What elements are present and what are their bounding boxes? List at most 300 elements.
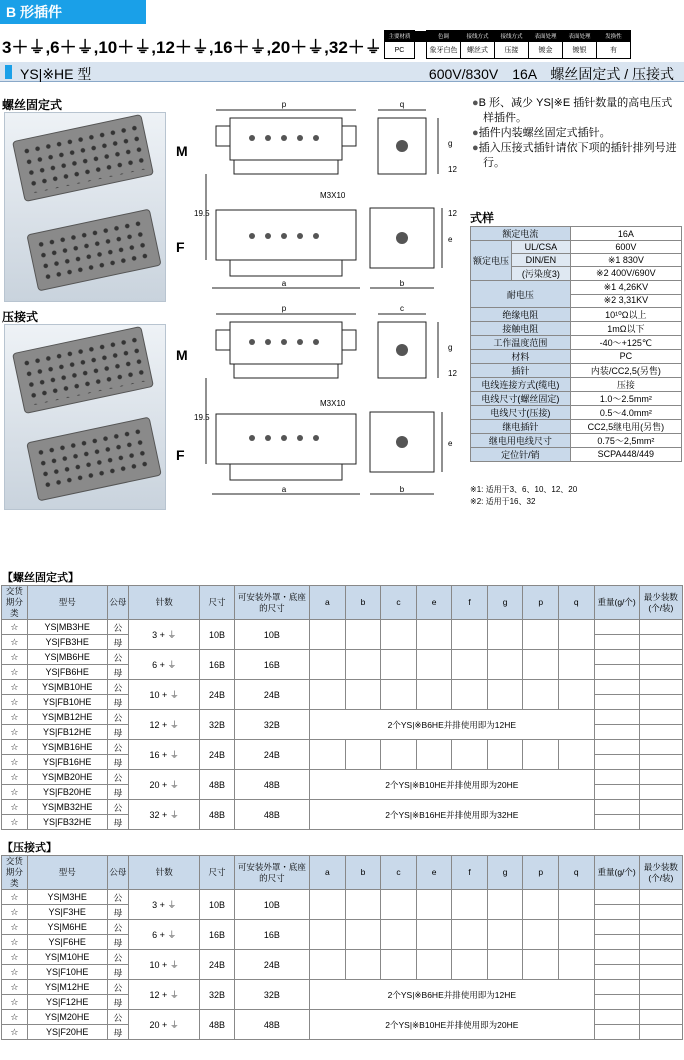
- min-qty-cell: [639, 995, 682, 1010]
- cover-size: 24B: [234, 680, 309, 710]
- dim-cell: [558, 890, 594, 920]
- dim-cell: [345, 740, 381, 770]
- model-number: YS|FB32HE: [27, 815, 107, 830]
- weight-cell: [594, 785, 639, 800]
- spec-title: 式样: [470, 211, 495, 225]
- weight-cell: [594, 1010, 639, 1025]
- crimp-table-title: 【压接式】: [2, 842, 57, 854]
- dim-cell: [381, 890, 417, 920]
- male-label: M: [176, 347, 188, 363]
- delivery-class: ☆: [2, 710, 28, 725]
- dim-cell: [381, 650, 417, 680]
- gender: 公: [107, 1010, 129, 1025]
- spec-key: 接触电阻: [471, 321, 571, 335]
- dim-cell: [416, 620, 452, 650]
- dim-cell: [452, 950, 488, 980]
- spec-value: 16A: [570, 227, 681, 241]
- weight-cell: [594, 965, 639, 980]
- spec-key: 继电用电线尺寸: [471, 433, 571, 447]
- spec-value: ※1 4,26KV: [570, 281, 681, 294]
- gender: 母: [107, 785, 129, 800]
- spec-key: 定位针/销: [471, 447, 571, 461]
- dim-cell: [381, 680, 417, 710]
- feature-notes: [472, 96, 682, 171]
- gender: 母: [107, 755, 129, 770]
- min-qty-cell: [639, 890, 682, 905]
- pin-count: 12 + ⏚: [129, 710, 200, 740]
- gender: 母: [107, 995, 129, 1010]
- weight-cell: [594, 1025, 639, 1040]
- dim-cell: [381, 740, 417, 770]
- min-qty-cell: [639, 980, 682, 995]
- min-qty-cell: [639, 800, 682, 815]
- gender: 母: [107, 725, 129, 740]
- spec-key: 工作温度范围: [471, 335, 571, 349]
- spec-table: [470, 226, 682, 462]
- dim-label: 12: [448, 209, 457, 218]
- pin-count: 3 + ⏚: [129, 890, 200, 920]
- pin-count: 32 + ⏚: [129, 800, 200, 830]
- table-row: [2, 650, 683, 665]
- merge-note: 2个YS|※B10HE并排使用即为20HE: [310, 770, 594, 800]
- dim-cell: [345, 920, 381, 950]
- spec-key: 耐电压: [471, 281, 571, 307]
- table-row: [2, 920, 683, 935]
- dim-cell: [523, 920, 559, 950]
- dim-label: 12: [448, 165, 457, 174]
- column-header: c: [381, 586, 417, 620]
- footnote: ※1: 适用于3、6、10、12、20: [470, 485, 578, 494]
- pin-count: 10 + ⏚: [129, 950, 200, 980]
- delivery-class: ☆: [2, 650, 28, 665]
- crimp-section-label: 压接式: [2, 310, 39, 324]
- spec-key: DIN/EN: [512, 254, 571, 267]
- column-header: g: [487, 586, 523, 620]
- gender: 母: [107, 1025, 129, 1040]
- dim-cell: [345, 890, 381, 920]
- gender: 母: [107, 695, 129, 710]
- table-row: [2, 950, 683, 965]
- cover-size: 24B: [234, 740, 309, 770]
- merge-note: 2个YS|※B10HE并排使用即为20HE: [310, 1010, 594, 1040]
- delivery-class: ☆: [2, 950, 28, 965]
- model-number: YS|M20HE: [27, 1010, 107, 1025]
- dim-label: p: [281, 304, 287, 313]
- strip-value: 镀金: [529, 42, 563, 59]
- model-number: YS|M3HE: [27, 890, 107, 905]
- model-number: YS|M10HE: [27, 950, 107, 965]
- min-qty-cell: [639, 770, 682, 785]
- pin-count: 10 + ⏚: [129, 680, 200, 710]
- strip-value: PC: [385, 42, 415, 59]
- column-header: p: [523, 586, 559, 620]
- weight-cell: [594, 815, 639, 830]
- note-item: ● B 形、减少 YS|※E 插针数量的高电压式样插件。: [472, 96, 682, 126]
- column-header: a: [310, 586, 346, 620]
- size: 10B: [200, 620, 234, 650]
- min-qty-cell: [639, 740, 682, 755]
- weight-cell: [594, 935, 639, 950]
- column-header: 型号: [27, 856, 107, 890]
- weight-cell: [594, 635, 639, 650]
- dim-cell: [487, 680, 523, 710]
- dim-label: 19.5: [194, 413, 210, 422]
- dim-cell: [310, 650, 346, 680]
- model-number: YS|MB20HE: [27, 770, 107, 785]
- cover-size: 16B: [234, 920, 309, 950]
- strip-header: 发换性: [597, 31, 631, 42]
- model-number: YS|MB3HE: [27, 620, 107, 635]
- dim-cell: [523, 650, 559, 680]
- size: 10B: [200, 890, 234, 920]
- dim-label: a: [281, 279, 287, 288]
- spec-key: 电线尺寸(螺丝固定): [471, 391, 571, 405]
- model-number: YS|F10HE: [27, 965, 107, 980]
- spec-value: ※2 400V/690V: [570, 267, 681, 281]
- dim-cell: [487, 650, 523, 680]
- size: 24B: [200, 680, 234, 710]
- model-number: YS|FB16HE: [27, 755, 107, 770]
- strip-header: 主要材质: [385, 31, 415, 42]
- column-header: a: [310, 856, 346, 890]
- column-header: b: [345, 586, 381, 620]
- strip-value: 象牙白色: [427, 42, 461, 59]
- dim-cell: [381, 620, 417, 650]
- gender: 公: [107, 680, 129, 695]
- dimension-drawing-svg: [172, 96, 468, 504]
- gender: 母: [107, 635, 129, 650]
- spec-footnotes: [470, 484, 577, 508]
- dim-cell: [345, 950, 381, 980]
- dim-cell: [416, 650, 452, 680]
- weight-cell: [594, 890, 639, 905]
- cover-size: 24B: [234, 950, 309, 980]
- spec-value: -40～+125℃: [570, 335, 681, 349]
- model-number: YS|MB16HE: [27, 740, 107, 755]
- dim-cell: [523, 950, 559, 980]
- cover-size: 32B: [234, 980, 309, 1010]
- delivery-class: ☆: [2, 920, 28, 935]
- gender: 公: [107, 950, 129, 965]
- pin-count: 6 + ⏚: [129, 920, 200, 950]
- column-header: 交货期分类: [2, 856, 28, 890]
- weight-cell: [594, 725, 639, 740]
- table-row: [2, 740, 683, 755]
- spec-key: 额定电压: [471, 241, 512, 281]
- note-item: ● 插件内装螺丝固定式插针。: [472, 126, 682, 141]
- column-header: 尺寸: [200, 586, 234, 620]
- cover-size: 16B: [234, 650, 309, 680]
- dim-cell: [345, 680, 381, 710]
- dim-label: b: [399, 485, 405, 494]
- gender: 公: [107, 620, 129, 635]
- cover-size: 10B: [234, 890, 309, 920]
- spec-value: 0.5～4.0mm²: [570, 405, 681, 419]
- table-row: [2, 770, 683, 785]
- dim-cell: [487, 620, 523, 650]
- model-number: YS|FB20HE: [27, 785, 107, 800]
- merge-note: 2个YS|※B6HE并排使用即为12HE: [310, 980, 594, 1010]
- dim-cell: [558, 950, 594, 980]
- cover-size: 48B: [234, 1010, 309, 1040]
- spec-key: UL/CSA: [512, 241, 571, 254]
- cover-size: 10B: [234, 620, 309, 650]
- min-qty-cell: [639, 635, 682, 650]
- dim-label: 12: [448, 369, 457, 378]
- min-qty-cell: [639, 950, 682, 965]
- dim-cell: [416, 920, 452, 950]
- column-header: e: [416, 856, 452, 890]
- column-header: 尺寸: [200, 856, 234, 890]
- spec-value: 10¹⁰Ω以上: [570, 307, 681, 321]
- weight-cell: [594, 950, 639, 965]
- column-header: q: [558, 586, 594, 620]
- dim-cell: [487, 740, 523, 770]
- weight-cell: [594, 680, 639, 695]
- model-number: YS|F20HE: [27, 1025, 107, 1040]
- min-qty-cell: [639, 1010, 682, 1025]
- column-header: g: [487, 856, 523, 890]
- min-qty-cell: [639, 680, 682, 695]
- gender: 母: [107, 815, 129, 830]
- delivery-class: ☆: [2, 890, 28, 905]
- dim-label: e: [448, 439, 453, 448]
- weight-cell: [594, 755, 639, 770]
- model-number: YS|FB10HE: [27, 695, 107, 710]
- spec-key: (污染度3): [512, 267, 571, 281]
- dim-cell: [558, 740, 594, 770]
- model-number: YS|F6HE: [27, 935, 107, 950]
- delivery-class: ☆: [2, 785, 28, 800]
- weight-cell: [594, 980, 639, 995]
- gender: 公: [107, 890, 129, 905]
- min-qty-cell: [639, 905, 682, 920]
- min-qty-cell: [639, 710, 682, 725]
- gender: 公: [107, 740, 129, 755]
- weight-cell: [594, 620, 639, 635]
- dim-label: p: [281, 100, 287, 109]
- model-number: YS|MB12HE: [27, 710, 107, 725]
- dim-cell: [523, 680, 559, 710]
- column-header: e: [416, 586, 452, 620]
- column-header: 最少装数(个/装): [639, 586, 682, 620]
- crimp-parts-table: [1, 855, 683, 1040]
- strip-header: 表面处理: [563, 31, 597, 42]
- cover-size: 48B: [234, 770, 309, 800]
- delivery-class: ☆: [2, 740, 28, 755]
- weight-cell: [594, 800, 639, 815]
- column-header: f: [452, 856, 488, 890]
- dim-cell: [416, 680, 452, 710]
- pin-count: 20 + ⏚: [129, 770, 200, 800]
- weight-cell: [594, 695, 639, 710]
- weight-cell: [594, 920, 639, 935]
- spec-value: 压接: [570, 377, 681, 391]
- gender: 公: [107, 770, 129, 785]
- dim-cell: [310, 680, 346, 710]
- spec-value: 1mΩ以下: [570, 321, 681, 335]
- table-row: [2, 1010, 683, 1025]
- min-qty-cell: [639, 725, 682, 740]
- dim-label: a: [281, 485, 287, 494]
- dim-cell: [345, 650, 381, 680]
- weight-cell: [594, 995, 639, 1010]
- dim-cell: [416, 950, 452, 980]
- column-header: 针数: [129, 586, 200, 620]
- dim-cell: [452, 680, 488, 710]
- dim-cell: [381, 950, 417, 980]
- dim-cell: [452, 620, 488, 650]
- spec-key: 插针: [471, 363, 571, 377]
- screw-connector-photo: [4, 112, 166, 302]
- spec-value: 600V: [570, 241, 681, 254]
- table-row: [2, 980, 683, 995]
- size: 16B: [200, 920, 234, 950]
- column-header: 针数: [129, 856, 200, 890]
- strip-header: 表面处理: [529, 31, 563, 42]
- pin-count-formula: 3＋⏚,6＋⏚,10＋⏚,12＋⏚,16＋⏚,20＋⏚,32＋⏚: [2, 38, 382, 57]
- column-header: 公母: [107, 586, 129, 620]
- section-tab-title: B 形插件: [0, 0, 146, 24]
- column-header: 重量(g/个): [594, 856, 639, 890]
- strip-header: 接线方式: [495, 31, 529, 42]
- delivery-class: ☆: [2, 680, 28, 695]
- spec-value: ※1 830V: [570, 254, 681, 267]
- spec-key: 绝缘电阻: [471, 307, 571, 321]
- delivery-class: ☆: [2, 1025, 28, 1040]
- strip-header: 接线方式: [461, 31, 495, 42]
- strip-value: 镀银: [563, 42, 597, 59]
- min-qty-cell: [639, 920, 682, 935]
- dim-cell: [452, 650, 488, 680]
- dim-cell: [558, 920, 594, 950]
- size: 24B: [200, 740, 234, 770]
- gender: 母: [107, 665, 129, 680]
- delivery-class: ☆: [2, 995, 28, 1010]
- dim-cell: [452, 920, 488, 950]
- material-spec-strip: [384, 30, 631, 59]
- spec-value: PC: [570, 349, 681, 363]
- female-label: F: [176, 239, 185, 255]
- cover-size: 32B: [234, 710, 309, 740]
- size: 48B: [200, 1010, 234, 1040]
- dim-cell: [558, 680, 594, 710]
- table-row: [2, 680, 683, 695]
- gender: 公: [107, 800, 129, 815]
- model-number: YS|M12HE: [27, 980, 107, 995]
- gender: 公: [107, 710, 129, 725]
- size: 48B: [200, 800, 234, 830]
- female-label: F: [176, 447, 185, 463]
- dim-cell: [487, 950, 523, 980]
- delivery-class: ☆: [2, 935, 28, 950]
- weight-cell: [594, 665, 639, 680]
- dim-label: e: [448, 235, 453, 244]
- table-row: [2, 800, 683, 815]
- column-header: f: [452, 586, 488, 620]
- weight-cell: [594, 905, 639, 920]
- column-header: 型号: [27, 586, 107, 620]
- screw-table-title: 【螺丝固定式】: [2, 572, 79, 584]
- column-header: q: [558, 856, 594, 890]
- merge-note: 2个YS|※B16HE并排使用即为32HE: [310, 800, 594, 830]
- spec-value: ※2 3,31KV: [570, 294, 681, 307]
- delivery-class: ☆: [2, 620, 28, 635]
- dim-cell: [310, 620, 346, 650]
- delivery-class: ☆: [2, 965, 28, 980]
- dim-cell: [487, 920, 523, 950]
- dim-cell: [558, 620, 594, 650]
- model-number: YS|F12HE: [27, 995, 107, 1010]
- dim-label: M3X10: [320, 191, 346, 200]
- table-row: [2, 620, 683, 635]
- strip-value: 有: [597, 42, 631, 59]
- table-row: [2, 890, 683, 905]
- size: 32B: [200, 710, 234, 740]
- delivery-class: ☆: [2, 695, 28, 710]
- dim-label: 19.5: [194, 209, 210, 218]
- size: 24B: [200, 950, 234, 980]
- spec-value: 1.0～2.5mm²: [570, 391, 681, 405]
- weight-cell: [594, 650, 639, 665]
- merge-note: 2个YS|※B6HE并排使用即为12HE: [310, 710, 594, 740]
- column-header: b: [345, 856, 381, 890]
- strip-header: 色调: [427, 31, 461, 42]
- min-qty-cell: [639, 1025, 682, 1040]
- min-qty-cell: [639, 815, 682, 830]
- strip-value: 压接: [495, 42, 529, 59]
- dim-cell: [523, 890, 559, 920]
- model-number: YS|MB10HE: [27, 680, 107, 695]
- note-item: ● 插入压接式插针请依下项的插针排列号进行。: [472, 141, 682, 171]
- male-label: M: [176, 143, 188, 159]
- min-qty-cell: [639, 695, 682, 710]
- dim-cell: [416, 890, 452, 920]
- dim-label: g: [448, 343, 453, 352]
- dim-cell: [310, 740, 346, 770]
- gender: 公: [107, 920, 129, 935]
- cover-size: 48B: [234, 800, 309, 830]
- dimension-drawing: [172, 96, 468, 504]
- dim-cell: [452, 890, 488, 920]
- dim-label: g: [448, 139, 453, 148]
- weight-cell: [594, 770, 639, 785]
- dim-cell: [416, 740, 452, 770]
- dim-label: q: [399, 100, 405, 109]
- delivery-class: ☆: [2, 980, 28, 995]
- model-header-bar: [0, 62, 684, 82]
- pin-count: 16 + ⏚: [129, 740, 200, 770]
- pin-count: 20 + ⏚: [129, 1010, 200, 1040]
- column-header: 可安装外罩・底座的尺寸: [234, 586, 309, 620]
- size: 48B: [200, 770, 234, 800]
- dim-cell: [345, 620, 381, 650]
- spec-key: 电线连接方式(缆电): [471, 377, 571, 391]
- delivery-class: ☆: [2, 770, 28, 785]
- spec-value: CC2,5继电用(另售): [570, 419, 681, 433]
- column-header: 公母: [107, 856, 129, 890]
- dim-cell: [523, 740, 559, 770]
- spec-key: 继电插针: [471, 419, 571, 433]
- dim-cell: [487, 890, 523, 920]
- min-qty-cell: [639, 935, 682, 950]
- dim-label: b: [399, 279, 405, 288]
- column-header: 可安装外罩・底座的尺寸: [234, 856, 309, 890]
- footnote: ※2: 适用于16、32: [470, 497, 536, 506]
- column-header: 重量(g/个): [594, 586, 639, 620]
- weight-cell: [594, 740, 639, 755]
- min-qty-cell: [639, 755, 682, 770]
